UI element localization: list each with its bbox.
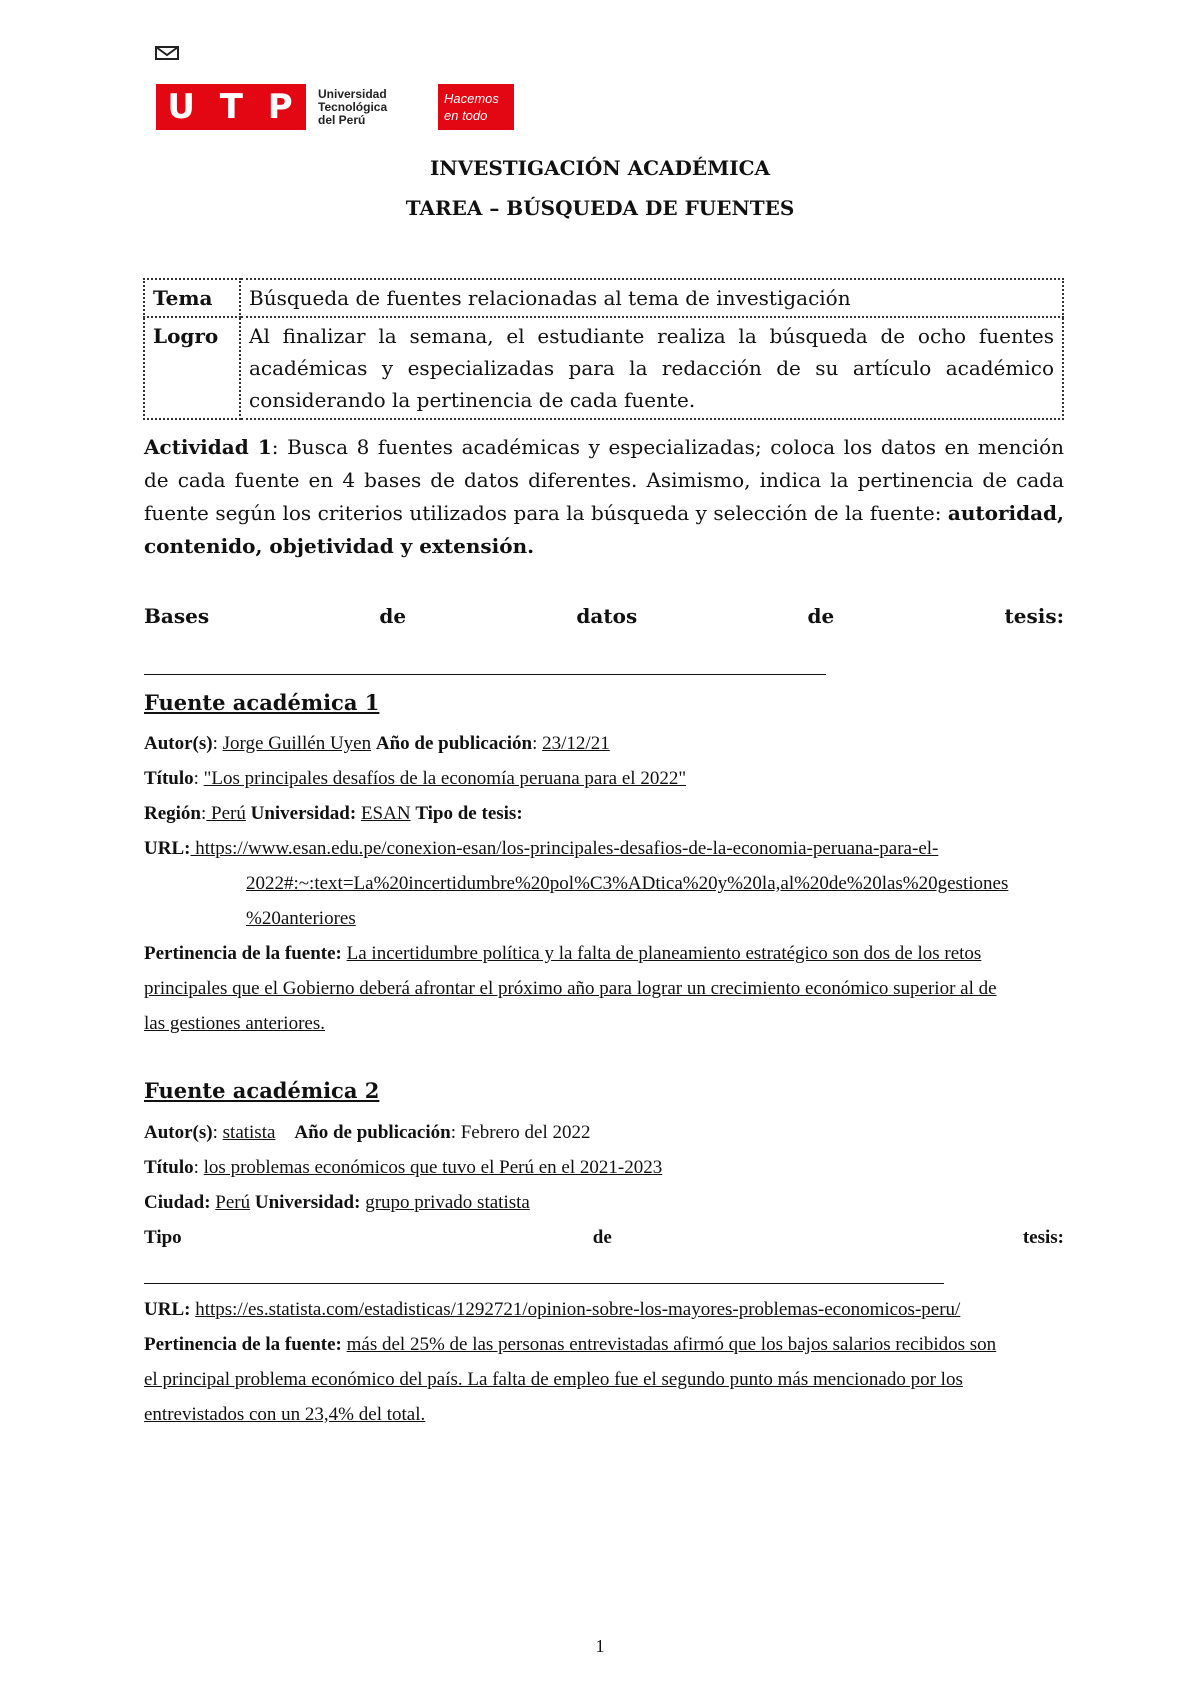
fuente2-ciudad: Perú <box>215 1192 251 1213</box>
bases-word: Bases <box>144 604 210 628</box>
bases-word: de <box>807 604 835 628</box>
logo-text-line: Universidad <box>318 86 387 101</box>
fuente2-url-link[interactable]: https://es.statista.com/estadisticas/1292721/opinion-sobre-los-mayores-problemas-economicos-peru/ <box>195 1299 961 1320</box>
page-number: 1 <box>595 1636 605 1656</box>
logo-text-line: Tecnológica <box>318 99 388 114</box>
tipo-word: de <box>592 1227 612 1248</box>
anio-label: Año de publicación <box>375 733 533 754</box>
fuente1-pertinencia-line2 <box>144 971 1064 1006</box>
fuente1-pertinencia-cont: principales que el Gobierno deberá afrontar el próximo año para lograr un crecimiento económico superior al de <box>144 978 997 999</box>
fuente1-titulo-line: Título: "Los principales desafíos de la economía peruana para el 2022" <box>144 768 687 789</box>
tipo-label: Tipo de tesis: <box>415 803 523 824</box>
fuente1-anio: 23/12/21 <box>542 733 610 754</box>
mail-icon <box>155 44 179 60</box>
anio-label: Año de publicación <box>294 1122 451 1143</box>
slogan-line: Hacemos <box>444 91 499 106</box>
region-label: Región <box>144 803 201 824</box>
fuente2-pertinencia-line2 <box>144 1362 1064 1397</box>
bases-heading <box>144 604 1064 628</box>
fuente1-url-link-cont[interactable]: 2022#:~:text=La%20incertidumbre%20pol%C3%ADtica%20y%20la,al%20de%20las%20gestiones <box>246 873 1009 894</box>
universidad-label: Universidad: <box>250 803 357 824</box>
fuente2-ciudad-line <box>144 1185 1064 1220</box>
fuente1-autor: Jorge Guillén Uyen <box>222 733 372 754</box>
fuente1-heading: Fuente académica 1 <box>144 690 380 715</box>
fuente2-pertinencia-line <box>144 1327 1064 1362</box>
autor-label: Autor(s) <box>144 733 213 754</box>
pertinencia-label: Pertinencia de la fuente: <box>144 1334 342 1355</box>
titulo-label: Título <box>144 768 194 789</box>
fuente2-heading: Fuente académica 2 <box>144 1078 380 1103</box>
universidad-label: Universidad: <box>254 1192 361 1213</box>
utp-logo <box>156 84 387 130</box>
fuente1-pertinencia-line3 <box>144 1006 1064 1041</box>
fuente2-titulo-line: Título: los problemas económicos que tuvo el Perú en el 2021-2023 <box>144 1157 663 1178</box>
fuente2-titulo: los problemas económicos que tuvo el Perú en el 2021-2023 <box>203 1157 663 1178</box>
fuente1-titulo: "Los principales desafíos de la economía peruana para el 2022" <box>203 768 687 789</box>
fuente2-pertinencia-line3 <box>144 1397 1064 1432</box>
fuente2-pertinencia-cont: el principal problema económico del país. La falta de empleo fue el segundo punto más mencionado por los <box>144 1369 963 1390</box>
fuente1-url-link[interactable]: https://www.esan.edu.pe/conexion-esan/los-principales-desafios-de-la-economia-peruana-para-el- <box>190 838 939 859</box>
logo-text-line: del Perú <box>318 112 366 127</box>
fuente1-url-link-end[interactable]: %20anteriores <box>246 908 356 929</box>
bases-word: datos <box>576 604 638 628</box>
info-table <box>143 278 1064 420</box>
logro-label: Logro <box>144 317 240 419</box>
activity-criteria: autoridad, contenido, objetividad y extensión. <box>144 501 1064 558</box>
logo-university-name <box>318 88 387 127</box>
bases-word: tesis: <box>1004 604 1064 628</box>
activity-text: : Busca 8 fuentes académicas y especializadas; coloca los datos en mención de cada fuente en 4 bases de datos diferentes. Asimismo, indica la pertinencia de cada fuente según los criterios utilizados para la búsqueda y selección de la fuente: <box>144 435 1064 525</box>
fuente2-autor-line: Autor(s): statista Año de publicación: Febrero del 2022 <box>144 1122 591 1143</box>
tema-label: Tema <box>144 279 240 317</box>
fuente1-pertinencia-line <box>144 936 1064 971</box>
fuente2-pertinencia: más del 25% de las personas entrevistadas afirmó que los bajos salarios recibidos son <box>346 1334 997 1355</box>
fuente2-url-line <box>144 1292 1064 1327</box>
logo-letter-u: U <box>167 87 197 127</box>
logo-letter-p: P <box>267 87 295 127</box>
utp-logo-box <box>156 84 306 130</box>
logro-row <box>144 317 1063 419</box>
fuente1-url-line3 <box>144 901 1064 936</box>
fuente1-pertinencia: La incertidumbre política y la falta de planeamiento estratégico son dos de los retos <box>346 943 982 964</box>
fuente2-pertinencia-end: entrevistados con un 23,4% del total. <box>144 1404 426 1425</box>
ciudad-label: Ciudad: <box>144 1192 211 1213</box>
fuente2-anio: Febrero del 2022 <box>460 1122 591 1143</box>
blank-line-rule <box>144 674 826 675</box>
fuente1-universidad: ESAN <box>360 803 411 824</box>
fuente1-pertinencia-end: las gestiones anteriores. <box>144 1013 325 1034</box>
slogan-badge <box>438 84 514 130</box>
url-label: URL: <box>144 1299 191 1320</box>
autor-label: Autor(s) <box>144 1122 213 1143</box>
activity-paragraph <box>144 431 1064 563</box>
logro-value: Al finalizar la semana, el estudiante realiza la búsqueda de ocho fuentes académicas y especializadas para la redacción de su artículo académico considerando la pertinencia de cada fuente. <box>240 317 1063 419</box>
titulo-label: Título <box>144 1157 194 1178</box>
slogan-line: en todo <box>444 108 488 123</box>
fuente1-url-line <box>144 831 1064 866</box>
fuente2-tipo-line <box>144 1220 1064 1255</box>
tipo-word: tesis: <box>1022 1227 1064 1248</box>
fuente1-autor-line: Autor(s): Jorge Guillén Uyen Año de publicación: 23/12/21 <box>144 733 610 754</box>
blank-line-rule <box>144 1283 944 1284</box>
tema-value: Búsqueda de fuentes relacionadas al tema de investigación <box>240 279 1063 317</box>
page-subtitle: TAREA – BÚSQUEDA DE FUENTES <box>405 196 795 220</box>
page-title: INVESTIGACIÓN ACADÉMICA <box>429 156 771 180</box>
logo-letter-t: T <box>219 87 245 127</box>
url-label: URL: <box>144 838 191 859</box>
fuente1-url-line2 <box>144 866 1064 901</box>
fuente2-universidad: grupo privado statista <box>365 1192 530 1213</box>
tema-row <box>144 279 1063 317</box>
activity-label: Actividad 1 <box>144 435 272 459</box>
pertinencia-label: Pertinencia de la fuente: <box>144 943 342 964</box>
fuente1-region: Perú <box>206 803 246 824</box>
fuente2-autor: statista <box>222 1122 276 1143</box>
fuente1-region-line: Región: Perú Universidad: ESAN Tipo de tesis: <box>144 803 523 824</box>
tipo-word: Tipo <box>144 1227 182 1248</box>
bases-word: de <box>379 604 407 628</box>
